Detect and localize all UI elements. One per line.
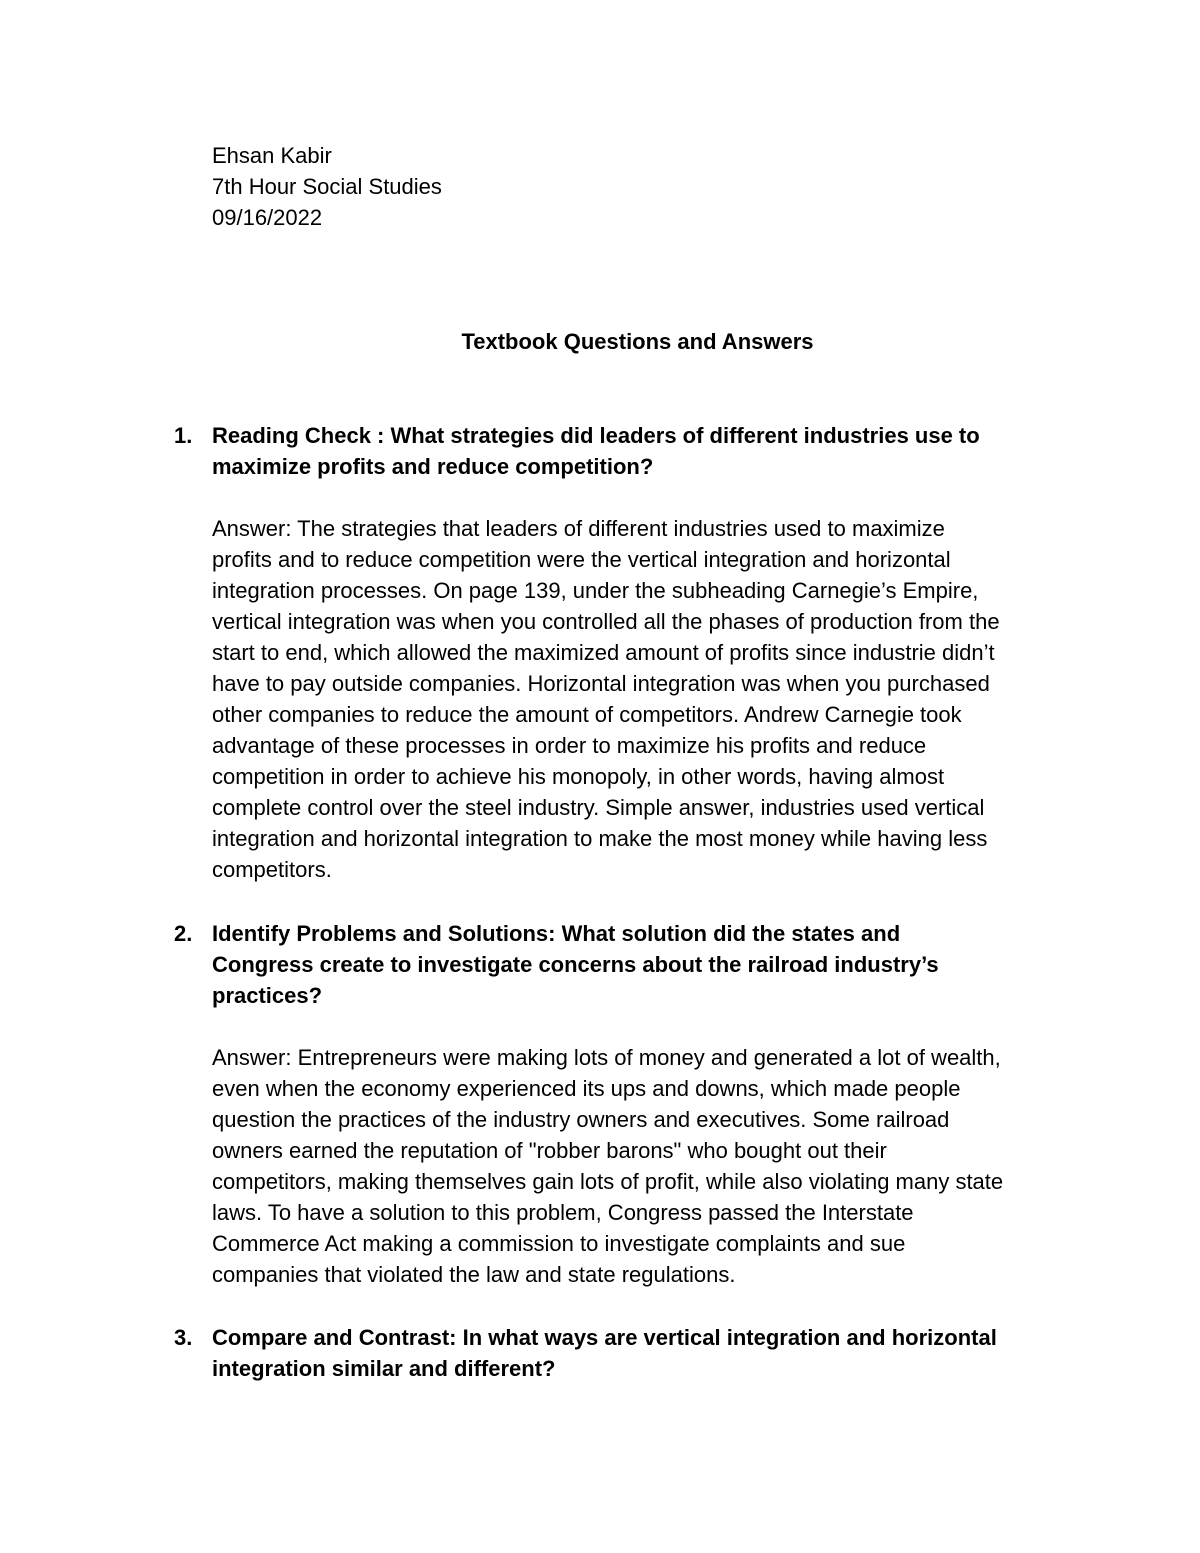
student-name: Ehsan Kabir [212, 143, 332, 168]
answer-line: advantage of these processes in order to maximize his profits and reduce [212, 733, 927, 758]
answer-line: have to pay outside companies. Horizontal integration was when you purchased [212, 671, 990, 696]
answer-line: laws. To have a solution to this problem, Congress passed the Interstate [212, 1200, 914, 1225]
question-text [212, 420, 1072, 482]
question-text [212, 1322, 1072, 1384]
student-header [212, 140, 442, 233]
question-line: integration similar and different? [212, 1356, 556, 1381]
question-item [174, 1322, 1072, 1384]
answer-text [212, 513, 1072, 885]
question-text [212, 918, 1072, 1011]
answer-line: even when the economy experienced its ups and downs, which made people [212, 1076, 961, 1101]
answer-line: competitors. [212, 857, 332, 882]
page-title: Textbook Questions and Answers [461, 329, 814, 354]
answer-line: competitors, making themselves gain lots of profit, while also violating many state [212, 1169, 1004, 1194]
question-line: Identify Problems and Solutions: What solution did the states and [212, 921, 901, 946]
answer-line: question the practices of the industry owners and executives. Some railroad [212, 1107, 950, 1132]
answer-line: other companies to reduce the amount of competitors. Andrew Carnegie took [212, 702, 962, 727]
answer-line: start to end, which allowed the maximized amount of profits since industrie didn’t [212, 640, 995, 665]
question-item [174, 918, 1072, 1290]
question-item [174, 420, 1072, 885]
answer-line: Commerce Act making a commission to investigate complaints and sue [212, 1231, 906, 1256]
answer-line: integration processes. On page 139, under the subheading Carnegie’s Empire, [212, 578, 979, 603]
answer-line: Answer: Entrepreneurs were making lots of money and generated a lot of wealth, [212, 1045, 1001, 1070]
answer-line: vertical integration was when you controlled all the phases of production from the [212, 609, 1000, 634]
class-name: 7th Hour Social Studies [212, 174, 442, 199]
answer-line: owners earned the reputation of "robber barons" who bought out their [212, 1138, 887, 1163]
answer-line: competition in order to achieve his monopoly, in other words, having almost [212, 764, 945, 789]
question-number: 3. [174, 1325, 193, 1350]
answer-text [212, 1042, 1072, 1290]
question-number: 2. [174, 921, 193, 946]
question-number: 1. [174, 423, 193, 448]
answer-line: profits and to reduce competition were the vertical integration and horizontal [212, 547, 951, 572]
question-line: practices? [212, 983, 323, 1008]
answer-line: integration and horizontal integration to make the most money while having less [212, 826, 988, 851]
question-line: Congress create to investigate concerns about the railroad industry’s [212, 952, 939, 977]
question-line: Reading Check : What strategies did leaders of different industries use to [212, 423, 980, 448]
question-line: maximize profits and reduce competition? [212, 454, 654, 479]
answer-line: complete control over the steel industry. Simple answer, industries used vertical [212, 795, 985, 820]
answer-line: Answer: The strategies that leaders of different industries used to maximize [212, 516, 945, 541]
question-line: Compare and Contrast: In what ways are vertical integration and horizontal [212, 1325, 997, 1350]
date: 09/16/2022 [212, 205, 323, 230]
answer-line: companies that violated the law and state regulations. [212, 1262, 736, 1287]
